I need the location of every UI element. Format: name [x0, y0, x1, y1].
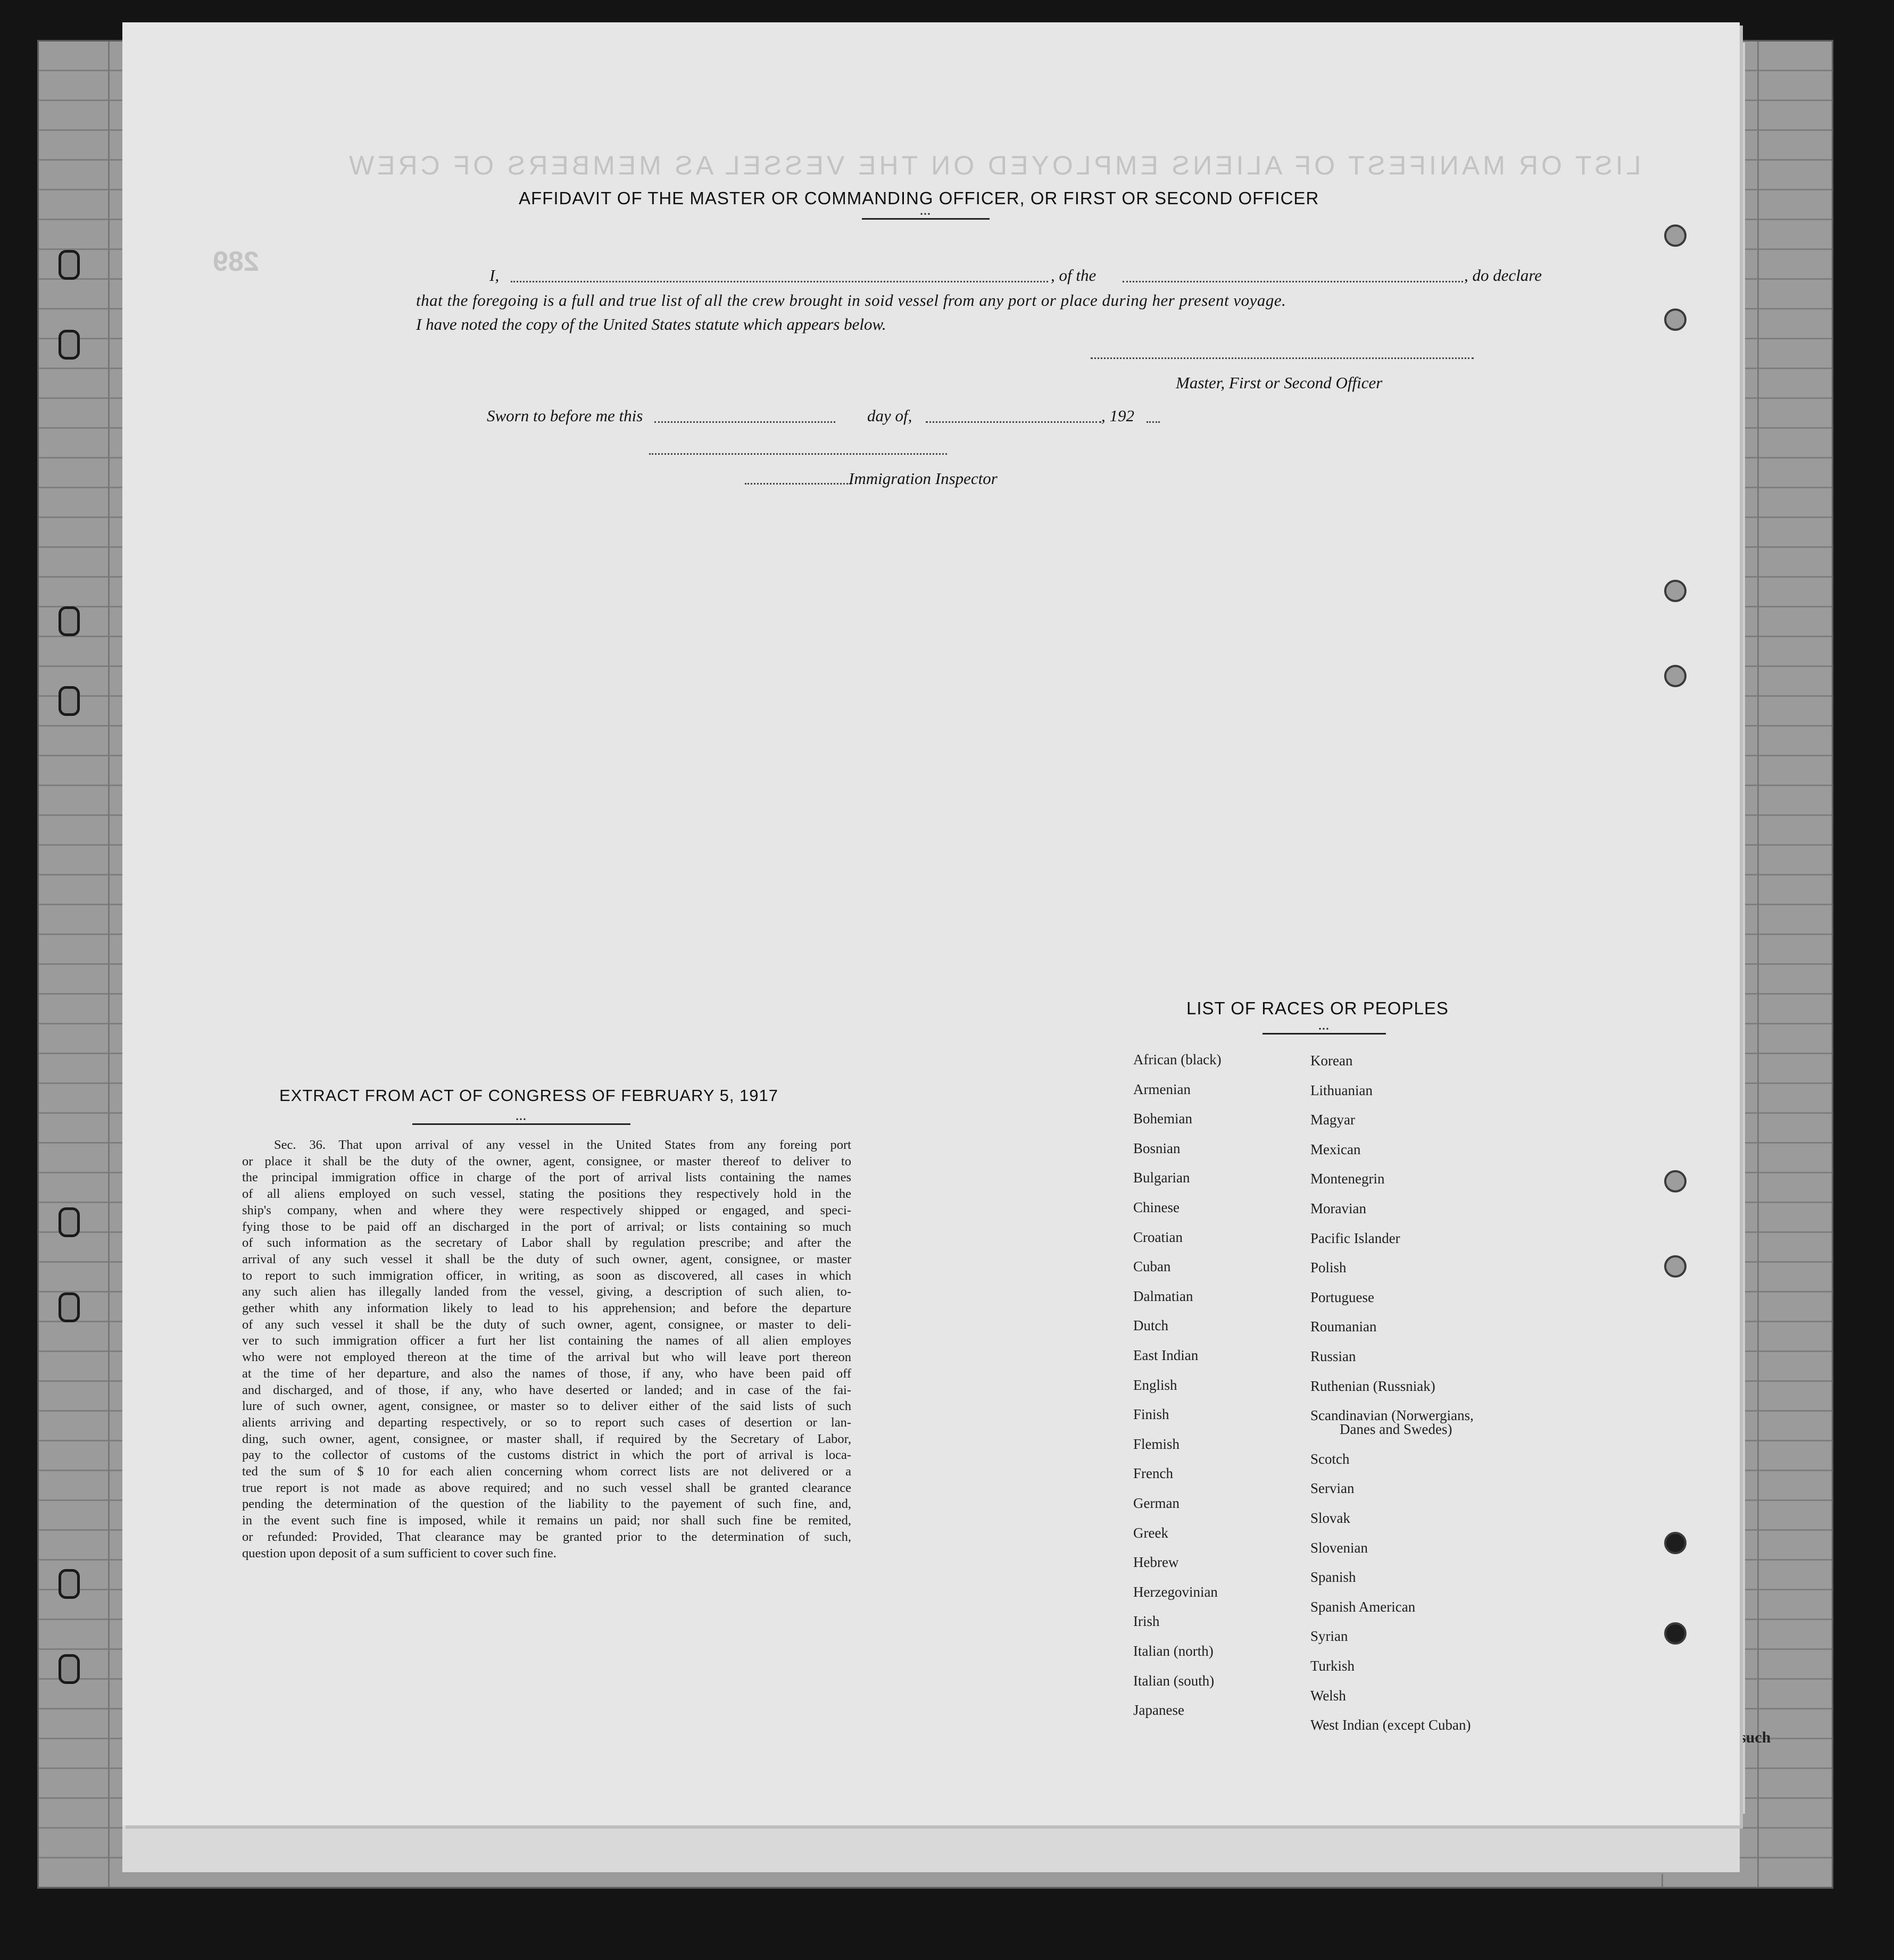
race-item: Bosnian: [1133, 1140, 1181, 1156]
race-item: Flemish: [1133, 1436, 1180, 1452]
race-item: East Indian: [1133, 1347, 1199, 1363]
race-item: Ruthenian (Russniak): [1310, 1378, 1435, 1394]
act-text-line: of all aliens employed on such vessel, stating the positions they respectively hold in the: [242, 1187, 851, 1202]
race-item: Greek: [1133, 1524, 1168, 1541]
inspector-label: Immigration Inspector: [849, 469, 998, 488]
race-item: Croatian: [1133, 1229, 1183, 1245]
race-item: Italian (south): [1133, 1672, 1215, 1689]
race-item: Herzegovinian: [1133, 1583, 1218, 1600]
race-item: Armenian: [1133, 1081, 1191, 1097]
sworn-day-line[interactable]: [654, 421, 835, 423]
race-item: Bulgarian: [1133, 1170, 1190, 1186]
declaration-line-2: that the foregoing is a full and true list of all the crew brought in soid vessel from any port or place during her present voyage.: [416, 291, 1286, 310]
race-item: Cuban: [1133, 1258, 1171, 1275]
affidavit-heading: AFFIDAVIT OF THE MASTER OR COMMANDING OFFICER, OR FIRST OR SECOND OFFICER: [519, 188, 1319, 208]
binder-clip: [59, 1569, 80, 1599]
bleed-through-page-number: 289: [213, 246, 259, 277]
race-item: Finish: [1133, 1406, 1169, 1423]
race-item: African (black): [1133, 1052, 1222, 1067]
act-text-line: any such alien has illegally landed from the vessel, giving, a description of such alien, to-: [242, 1285, 851, 1299]
master-label: Master, First or Second Officer: [1176, 373, 1383, 392]
race-item: Chinese: [1133, 1199, 1179, 1215]
binder-clip: [59, 606, 80, 636]
act-text-line: ship's company, when and where they were respectively shipped or engaged, and speci-: [242, 1203, 851, 1217]
race-item: Bohemian: [1133, 1111, 1192, 1127]
binder-clip: [59, 1207, 80, 1237]
punch-hole: [1664, 1532, 1687, 1554]
act-text-line: or place it shall be the duty of the owner, agent, consignee, or master thereof to deliver to: [242, 1154, 851, 1169]
race-item: Pacific Islander: [1310, 1230, 1400, 1246]
act-text-line: lure of such owner, agent, consignee, or master so to deliver either of the said lists of such: [242, 1399, 851, 1414]
race-item: German: [1133, 1495, 1179, 1511]
name-field-line[interactable]: [511, 281, 1048, 282]
act-text-line: question upon deposit of a sum sufficient to cover such fine.: [242, 1546, 556, 1561]
act-extract-text: [242, 1137, 851, 1562]
bleed-through-title: LIST OR MANIFEST OF ALIENS EMPLOYED ON THE VESSEL AS MEMBERS OF CREW: [346, 151, 1641, 180]
edge-text: such: [1740, 1729, 1771, 1746]
race-item: Magyar: [1310, 1112, 1355, 1128]
binder-clip: [59, 686, 80, 716]
act-text-line: of any such vessel it shall be the duty of such owner, agent, consignee, or master to deli-: [242, 1317, 851, 1332]
binder-clip: [59, 330, 80, 360]
race-item: Dutch: [1133, 1317, 1168, 1334]
sworn-month-line[interactable]: [926, 421, 1101, 423]
act-text-line: pay to the collector of customs of the customs district in which the port of arrival is loca-: [242, 1448, 851, 1463]
race-item: West Indian (except Cuban): [1310, 1717, 1471, 1733]
act-text-line: gether whith any information likely to lead to his apprehension; and before the departure: [242, 1301, 851, 1316]
race-item: Korean: [1310, 1053, 1353, 1069]
race-item: Irish: [1133, 1613, 1160, 1630]
inspector-signature-line[interactable]: [745, 483, 851, 485]
race-item: Slovenian: [1310, 1539, 1368, 1556]
year-label: , 192: [1101, 406, 1134, 425]
binder-clip: [59, 1654, 80, 1684]
ornament-divider: [412, 1123, 630, 1125]
act-text-line: ver to such immigration officer a furt her list containing the names of all alien employes: [242, 1333, 851, 1348]
races-heading: LIST OF RACES OR PEOPLES: [1186, 998, 1449, 1018]
act-text-line: in the event such fine is imposed, while it remains un paid; nor shall such fine be remited,: [242, 1513, 851, 1528]
punch-hole: [1664, 665, 1687, 687]
extract-heading: EXTRACT FROM ACT OF CONGRESS OF FEBRUARY 5, 1917: [279, 1086, 779, 1105]
race-item: English: [1133, 1377, 1177, 1393]
declaration-i: I,: [489, 266, 500, 285]
grid-line: [108, 41, 110, 1887]
sworn-label: Sworn to before me this: [487, 406, 643, 425]
act-text-line: alients arriving and departing respectively, or so to report such cases of desertion or lan-: [242, 1415, 851, 1430]
race-item: French: [1133, 1465, 1173, 1482]
act-text-line: Sec. 36. That upon arrival of any vessel in the United States from any foreing port: [274, 1138, 851, 1152]
act-text-line: pending the determination of the question of the liability to the payement of such fine, and,: [242, 1497, 851, 1512]
race-item: Hebrew: [1133, 1554, 1179, 1571]
binder-clip: [59, 250, 80, 280]
act-text-line: and discharged, and of those, if any, who have deserted or landed; and in case of the fai-: [242, 1382, 851, 1397]
race-item: Roumanian: [1310, 1319, 1377, 1335]
act-text-line: who were not employed thereon at the time of the arrival but who will leave port thereon: [242, 1350, 851, 1365]
punch-hole: [1664, 580, 1687, 602]
race-item: Mexican: [1310, 1141, 1361, 1157]
race-item: Servian: [1310, 1480, 1355, 1497]
act-text-line: of such information as the secretary of Labor shall by regulation prescribe; and after the: [242, 1236, 851, 1250]
act-text-line: fying those to be paid off an discharged in the port of arrival; or lists containing so much: [242, 1219, 851, 1234]
race-item: Polish: [1310, 1260, 1347, 1276]
race-item: Italian (north): [1133, 1643, 1214, 1659]
day-of-label: day of,: [867, 406, 912, 425]
punch-hole: [1664, 1622, 1687, 1645]
act-text-line: to report to such immigration officer, in writing, as soon as discovered, all cases in which: [242, 1268, 851, 1283]
act-text-line: arrival of any such vessel it shall be the duty of such owner, agent, consignee, or master: [242, 1252, 851, 1266]
race-item: Japanese: [1133, 1702, 1184, 1719]
race-item: Danes and Swedes): [1340, 1421, 1452, 1438]
punch-hole: [1664, 1170, 1687, 1192]
race-item: Lithuanian: [1310, 1082, 1373, 1098]
master-signature-line[interactable]: [1091, 357, 1474, 359]
race-item: Syrian: [1310, 1628, 1348, 1645]
ornament-divider: [862, 218, 990, 220]
act-text-line: the principal immigration office in charge of the port of arrival lists containing the names: [242, 1170, 851, 1185]
declaration-of-the: , of the: [1051, 266, 1096, 285]
punch-hole: [1664, 224, 1687, 247]
ornament-divider: [1262, 1033, 1386, 1035]
grid-line: [1757, 41, 1759, 1887]
race-item: Montenegrin: [1310, 1171, 1385, 1187]
act-text-line: true report is not made as above required; and no such vessel shall be granted clearance: [242, 1480, 851, 1495]
race-item: Slovak: [1310, 1510, 1351, 1526]
act-text-line: or refunded: Provided, That clearance may be granted prior to the determination of such,: [242, 1529, 851, 1544]
act-text-line: at the time of her departure, and also the names of those, if any, who have been paid off: [242, 1366, 851, 1381]
race-item: Russian: [1310, 1348, 1356, 1364]
race-item: Spanish American: [1310, 1598, 1416, 1615]
act-text-line: ted the sum of $ 10 for each alien concerning whom correct lists are not delivered or a: [242, 1464, 851, 1479]
punch-hole: [1664, 1255, 1687, 1278]
inspector-top-line[interactable]: [649, 453, 947, 455]
declaration-line-3: I have noted the copy of the United States statute which appears below.: [416, 315, 886, 333]
race-item: Welsh: [1310, 1687, 1346, 1704]
race-item: Scotch: [1310, 1450, 1350, 1467]
race-item: Moravian: [1310, 1200, 1366, 1216]
race-item: Dalmatian: [1133, 1288, 1193, 1304]
act-text-line: ding, such owner, agent, consignee, or master shall, if required by the Secretary of Labor,: [242, 1431, 851, 1446]
declaration-do-declare: , do declare: [1464, 266, 1542, 285]
race-item: Spanish: [1310, 1569, 1356, 1586]
race-item: Scandinavian (Norwergians,: [1310, 1407, 1474, 1424]
race-item: Turkish: [1310, 1658, 1355, 1674]
punch-hole: [1664, 308, 1687, 331]
vessel-field-line[interactable]: [1123, 281, 1463, 282]
binder-clip: [59, 1292, 80, 1322]
race-item: Portuguese: [1310, 1289, 1374, 1305]
year-field-line[interactable]: [1147, 421, 1160, 423]
